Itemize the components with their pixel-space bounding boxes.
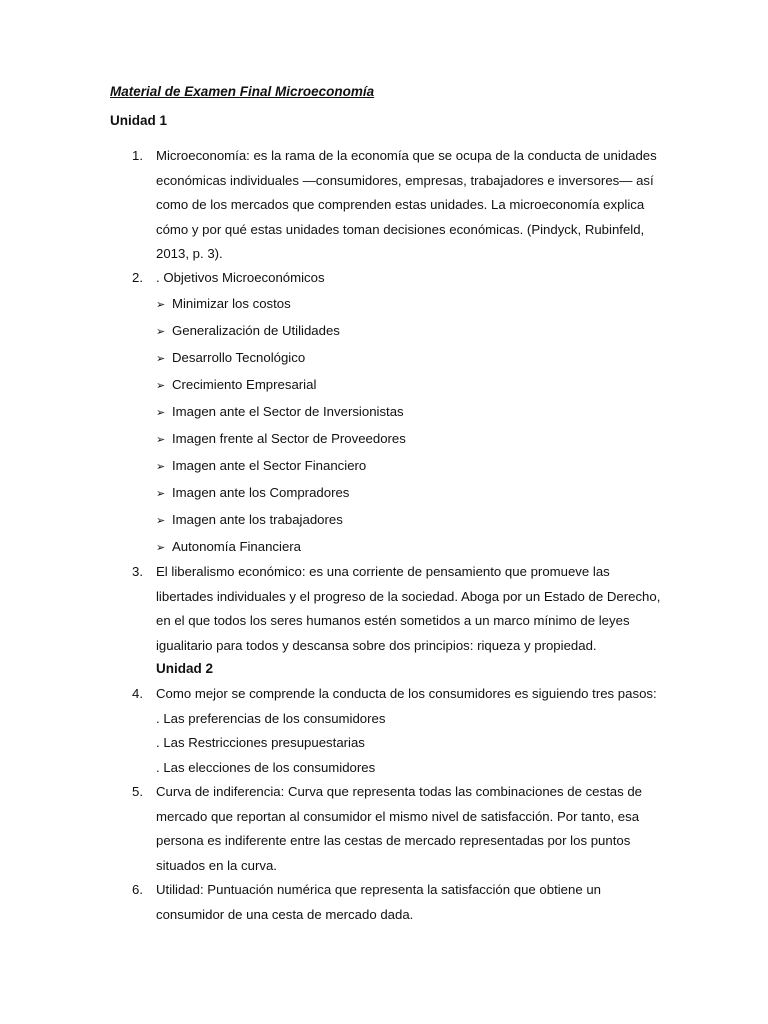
bullet-item: ➢ Imagen ante los trabajadores	[156, 511, 343, 530]
item-3-line: El liberalismo económico: es una corriente de pensamiento que promueve las	[156, 564, 610, 579]
item-4-line: . Las elecciones de los consumidores	[156, 760, 376, 775]
unit-2-heading: Unidad 2	[156, 661, 214, 676]
item-1-line: como de los mercados que comprenden estas unidades. La microeconomía explica	[156, 197, 645, 212]
bullet-item: ➢ Minimizar los costos	[156, 295, 291, 314]
item-1-line: cómo y por qué estas unidades toman decisiones económicas. (Pindyck, Rubinfeld,	[156, 222, 645, 237]
item-3-number: 3.	[132, 564, 143, 579]
item-5-line: mercado que reportan al consumidor el mismo nivel de satisfacción. Por tanto, esa	[156, 809, 640, 824]
arrow-bullet-icon: ➢	[156, 380, 166, 392]
bullet-item: ➢ Imagen frente al Sector de Proveedores	[156, 430, 406, 449]
arrow-bullet-icon: ➢	[156, 515, 166, 527]
bullet-item: ➢ Imagen ante los Compradores	[156, 484, 349, 503]
item-4-line: . Las preferencias de los consumidores	[156, 711, 386, 726]
item-5-line: Curva de indiferencia: Curva que representa todas las combinaciones de cestas de	[156, 784, 643, 799]
item-5-number: 5.	[132, 784, 143, 799]
item-4-number: 4.	[132, 686, 143, 701]
unit-1-heading: Unidad 1	[110, 113, 168, 128]
arrow-bullet-icon: ➢	[156, 542, 166, 554]
document-title: Material de Examen Final Microeconomía	[110, 84, 375, 99]
item-4-line: Como mejor se comprende la conducta de los consumidores es siguiendo tres pasos:	[156, 686, 657, 701]
item-3-line: libertades individuales y el progreso de la sociedad. Aboga por un Estado de Derecho,	[156, 589, 661, 604]
arrow-bullet-icon: ➢	[156, 488, 166, 500]
item-3-line: igualitario para todos y descansa sobre dos principios: riqueza y propiedad.	[156, 638, 597, 653]
item-5-line: persona es indiferente entre las cestas de mercado representadas por los puntos	[156, 833, 631, 848]
arrow-bullet-icon: ➢	[156, 461, 166, 473]
item-3-line: en el que todos los seres humanos estén sometidos a un marco mínimo de leyes	[156, 613, 630, 628]
bullet-item: ➢ Imagen ante el Sector de Inversionistas	[156, 403, 404, 422]
item-1-line: 2013, p. 3).	[156, 246, 223, 261]
item-6-line: Utilidad: Puntuación numérica que representa la satisfacción que obtiene un	[156, 882, 601, 897]
item-1-line: Microeconomía: es la rama de la economía que se ocupa de la conducta de unidades	[156, 148, 657, 163]
arrow-bullet-icon: ➢	[156, 407, 166, 419]
arrow-bullet-icon: ➢	[156, 434, 166, 446]
bullet-item: ➢ Generalización de Utilidades	[156, 322, 340, 341]
bullet-item: ➢ Autonomía Financiera	[156, 538, 301, 557]
item-6-number: 6.	[132, 882, 143, 897]
item-1-line: económicas individuales —consumidores, empresas, trabajadores e inversores— así	[156, 173, 654, 188]
item-4-line: . Las Restricciones presupuestarias	[156, 735, 365, 750]
item-6-line: consumidor de una cesta de mercado dada.	[156, 907, 414, 922]
arrow-bullet-icon: ➢	[156, 353, 166, 365]
arrow-bullet-icon: ➢	[156, 326, 166, 338]
bullet-item: ➢ Crecimiento Empresarial	[156, 376, 316, 395]
bullet-item: ➢ Desarrollo Tecnológico	[156, 349, 305, 368]
item-1-number: 1.	[132, 148, 143, 163]
item-2-number: 2.	[132, 270, 143, 285]
arrow-bullet-icon: ➢	[156, 299, 166, 311]
item-2-heading: . Objetivos Microeconómicos	[156, 270, 325, 285]
item-5-line: situados en la curva.	[156, 858, 277, 873]
bullet-item: ➢ Imagen ante el Sector Financiero	[156, 457, 366, 476]
